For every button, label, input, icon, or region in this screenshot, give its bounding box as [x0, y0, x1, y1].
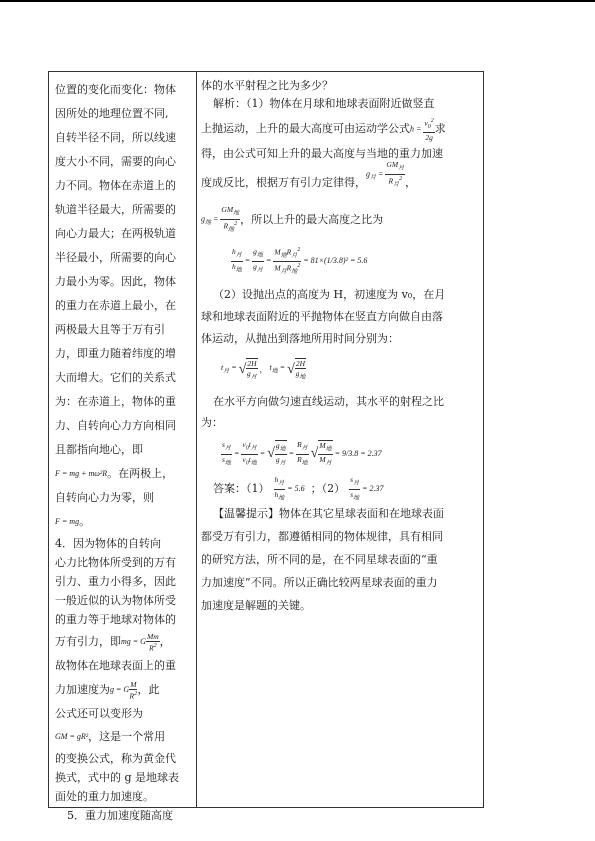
left-line: 力最小为零。因此，物体: [55, 275, 176, 288]
tail-line: 换式，式中的 g 是地球表: [55, 771, 180, 784]
left-line: 大而增大。它们的关系式: [55, 371, 176, 384]
left-line: 的重力在赤道上最小，在: [55, 299, 176, 312]
answer-line: 答案：（1） $\frac{h_月}{h_地}$ = 5.6 ；（2） $\frac{s_月}{s_地}$ = 2.37: [213, 475, 384, 501]
height-ratio-eq: $\frac{h_月}{h_地}$ = $\frac{g_地}{g_月}$ = $\frac{M_地R_月^2}{M_月R_地^2}$ = 81×(1/3.8)² = 5.6: [232, 246, 368, 275]
analysis-line: [201, 202, 481, 238]
gm-formula: GM = gR²: [55, 732, 89, 741]
content-table: [48, 71, 484, 822]
left-line: 为：在赤道上，物体的重: [55, 395, 176, 408]
horiz-line: 在水平方向做匀速直线运动，其水平的射程之比: [213, 395, 444, 408]
analysis-line: [201, 114, 481, 144]
equator-line: [55, 462, 193, 486]
left-line: 两极最大且等于万有引: [55, 323, 165, 336]
transform-line: 公式还可以变形为: [55, 707, 143, 720]
analysis-line: 解析：（1）物体在月球和地球表面附近做竖直: [213, 97, 435, 110]
answer-sep: ；（2）: [310, 482, 346, 495]
top-rule: [0, 0, 595, 2]
answer-label: 答案：（1）: [213, 482, 270, 495]
left-line: 力不同。物体在赤道上的: [55, 179, 176, 192]
left-column: [55, 78, 193, 825]
analysis-prefix: 上抛运动，上升的最大高度可由运动学公式: [201, 122, 410, 135]
analysis-line: 得，由公式可知上升的最大高度与当地的重力加速: [201, 147, 443, 160]
right-column: [201, 78, 481, 617]
time-eq: $t_月$ = √ 2H $g_月$ ， $t_地$ = √ 2H $g_地$: [221, 358, 306, 381]
gm-after: ，这是一个常用: [88, 730, 166, 743]
left-line: 半径最小，所需要的向心: [55, 251, 176, 264]
tail-line: 的变换公式，称为黄金代: [55, 752, 176, 765]
analysis-suffix: ，所以上升的最大高度之比为: [240, 213, 384, 226]
tail-line: 面处的重力加速度。: [55, 790, 154, 803]
column-divider: [196, 72, 197, 807]
wanyou-formula: mg = G $\frac{Mm}{R^2}$: [121, 631, 159, 653]
point4-line: 一般近似的认为物体所受: [55, 594, 176, 607]
ratio-value: = 81×(1/3.8)² = 5.6: [303, 256, 368, 265]
tip-line: 力加速度”不同。所以正确比较两星球表面的重力: [201, 576, 438, 589]
left-line: 自转半径不同，所以线速: [55, 131, 176, 144]
gm-line: [55, 725, 193, 749]
left-line: 因所处的地理位置不同,: [55, 107, 169, 120]
analysis-line: 度成反比，根据万有引力定律得， $g_月$ = $\frac{GM_月}{R_月^2}$ ，: [201, 164, 481, 202]
wanyou-end: ，: [159, 635, 171, 648]
left-line: 力、自转向心力方向相同: [55, 419, 176, 432]
analysis-suffix: 求: [434, 122, 446, 135]
left-line: 度大小不同，需要的向心: [55, 155, 176, 168]
poles-formula: F = mg: [55, 517, 80, 526]
g-earth-formula: $g_地$ = $\frac{GM_地}{R_地^2}$: [201, 205, 240, 233]
tip-line: 加速度是解题的关键。: [201, 599, 311, 612]
accel-line: [55, 677, 193, 703]
tip-line: 都受万有引力，都遵循相同的物体规律，具有相同: [201, 530, 443, 543]
point4-line: 4．因为物体的自转向: [55, 537, 161, 550]
g-moon-formula: $g_月$ = $\frac{GM_月}{R_月^2}$: [366, 160, 405, 188]
left-line: 向心力最大；在两极轨道: [55, 227, 176, 240]
horiz-line: 为：: [201, 416, 223, 429]
part2-line: 体运动，从抛出到落地所用时间分别为：: [201, 332, 399, 345]
tip-line: 的研究方法，所不同的是，在不同星球表面的“重: [201, 553, 438, 566]
part2-line: （2）设抛出点的高度为 H，初速度为 v₀，在月: [213, 288, 446, 301]
poles-line: 自转向心力为零，则: [55, 491, 154, 504]
accel-prefix: 力加速度为: [55, 683, 110, 696]
answer-1: = 5.6: [287, 484, 305, 493]
left-line: 位置的变化而变化：物体: [55, 83, 176, 96]
accel-formula: g = G $\frac{M}{R^2}$: [110, 679, 138, 701]
analysis-prefix: 度成反比，根据万有引力定律得，: [201, 176, 366, 189]
equator-formula: F = mg + mω²R: [55, 469, 108, 478]
accel-end: ，此: [137, 683, 160, 696]
poles-formula-end: 。: [79, 515, 91, 528]
equator-after: 。在两极上，: [107, 467, 174, 480]
question-line: 体的水平射程之比为多少？: [201, 79, 333, 92]
range-value: = 9/3.8 = 2.37: [334, 449, 382, 458]
left-line: 力，即重力随着纬度的增: [55, 347, 176, 360]
point4-line: 引力、重力小得多，因此: [55, 575, 176, 588]
point4-line: 的重力等于地球对物体的: [55, 613, 176, 626]
point4-line: 心力比物体所受到的万有: [55, 556, 176, 569]
wanyou-prefix: 万有引力，即: [55, 635, 121, 648]
answer-2: = 2.37: [362, 484, 384, 493]
poles-formula-line: [55, 510, 193, 534]
left-line: 且都指向地心，即: [55, 443, 143, 456]
tail-line: 5．重力加速度随高度: [67, 809, 173, 822]
tip-line: 【温馨提示】物体在其它星球表面和在地球表面: [213, 507, 444, 520]
part2-line: 球和地球表面附近的平抛物体在竖直方向做自由落: [201, 310, 443, 323]
wanyou-line: [55, 629, 193, 655]
gravity-line: 故物体在地球表面上的重: [55, 659, 176, 672]
height-formula: h = $\frac{v_0^2}{2g}$: [410, 117, 434, 142]
range-ratio-eq: $\frac{s_月}{s_地}$ = $\frac{v_0t_月}{v_0t_地}$ = √ $g_地$ $g_月$ = $\frac{R_月}{R_地}$ √ $M_地$ $M_月$ = 9/3.8 = 2.37: [222, 440, 382, 467]
left-line: 轨道半径最大，所需要的: [55, 203, 176, 216]
